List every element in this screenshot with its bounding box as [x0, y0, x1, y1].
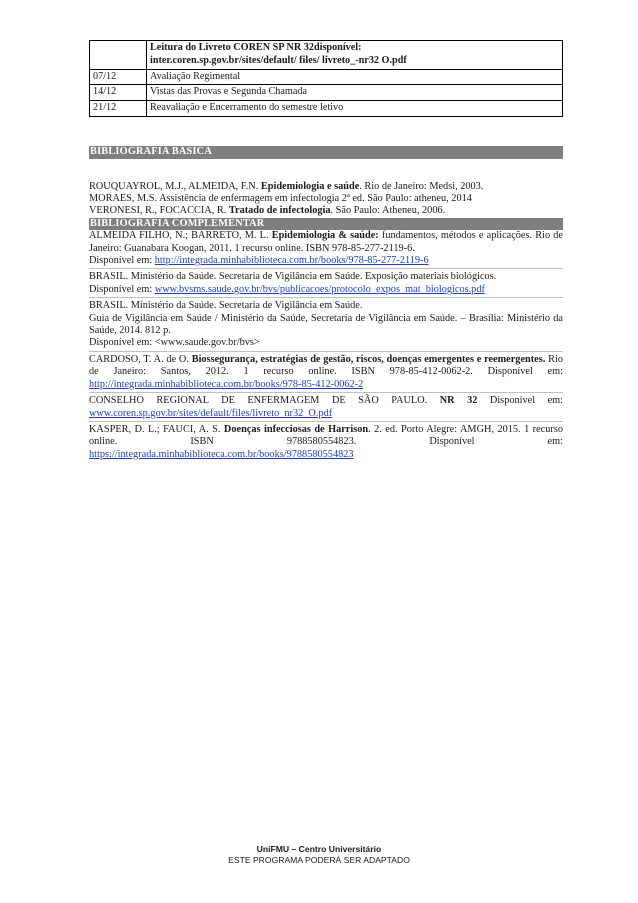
- complementary-reference: BRASIL. Ministério da Saúde. Secretaria de Vigilância em Saúde. Guia de Vigilância em Saúde / Ministério da Saúde, Secretaria de Vigilância em Saúde. – Brasília: Ministério da Saúde, 2014. 812 p. Disponível em: <www.saude.gov.br/bvs>: [89, 300, 563, 349]
- schedule-date: [90, 41, 147, 70]
- complementary-reference: BRASIL. Ministério da Saúde. Secretaria de Vigilância em Saúde. Exposição materiais biológicos. Disponível em: www.bvsms.saude.gov.br/bvs/publicacoes/protocolo_expos_mat_biologicos.pdf: [89, 271, 497, 295]
- schedule-activity-line: inter.coren.sp.gov.br/sites/default/ files/ livreto_-nr32 O.pdf: [150, 54, 407, 66]
- table-row: [90, 69, 563, 85]
- complementary-bibliography-heading: BIBLIOGRAFIA COMPLEMENTAR: [89, 218, 563, 231]
- complementary-reference-link-line: [89, 449, 563, 461]
- complementary-reference: CONSELHO REGIONAL DE ENFERMAGEM DE SÃO PAULO. NR 32 Disponível em:: [89, 395, 564, 407]
- complementary-reference: KASPER, D. L.; FAUCI, A. S. Doenças infecciosas de Harrison. 2. ed. Porto Alegre: AMGH, 2015. 1 recurso online. ISBN 9788580554823. Disponível em:: [89, 423, 563, 448]
- schedule-date: 14/12: [90, 85, 147, 101]
- basic-reference: ROUQUAYROL, M.J., ALMEIDA, F.N. Epidemiologia e saúde. Rio de Janeiro: Medsi, 2003.: [89, 180, 484, 192]
- schedule-activity: Vistas das Provas e Segunda Chamada: [147, 85, 563, 101]
- schedule-activity-line: Leitura do Livreto COREN SP NR 32disponível:: [150, 42, 362, 53]
- table-row: [90, 41, 563, 70]
- schedule-activity: Avaliação Regimental: [147, 69, 563, 85]
- basic-reference: VERONESI, R., FOCACCIA, R. Tratado de infectologia. São Paulo: Atheneu, 2006.: [89, 205, 446, 217]
- schedule-date: 21/12: [90, 101, 147, 117]
- complementary-reference: CARDOSO, T. A. de O. Biossegurança, estratégias de gestão, riscos, doenças emergentes e reemergentes. Rio de Janeiro: Santos, 2012. 1 recurso online. ISBN 978-85-412-0062-2. Disponível em: http://integrada.minhabiblioteca.com.br/books/978-85-412-0062-2: [89, 353, 563, 390]
- schedule-activity: [147, 41, 563, 70]
- footer-institution: UniFMU – Centro Universitário: [256, 844, 382, 854]
- bibliography: [89, 146, 563, 461]
- table-row: [90, 101, 563, 117]
- footer-note: ESTE PROGRAMA PODERÁ SER ADAPTADO: [228, 855, 410, 865]
- reference-link[interactable]: http://integrada.minhabiblioteca.com.br/books/978-85-277-2119-6: [154, 255, 429, 267]
- reference-link[interactable]: http://integrada.minhabiblioteca.com.br/books/978-85-412-0062-2: [89, 378, 364, 390]
- complementary-reference: ALMEIDA FILHO, N.; BARRETO, M. L. Epidemiologia & saúde: fundamentos, métodos e aplicações. Rio de Janeiro: Guanabara Koogan, 2011. 1 recurso online. ISBN 978-85-277-2119-6. Disponível em: http://integrada.minhabiblioteca.com.br/books/978-85-277-2119-6: [89, 230, 564, 267]
- schedule-activity: Reavaliação e Encerramento do semestre letivo: [147, 101, 563, 117]
- reference-link[interactable]: https://integrada.minhabiblioteca.com.br/books/9788580554823: [89, 448, 354, 460]
- complementary-reference-link-line: [89, 408, 563, 420]
- page-footer: [0, 844, 638, 866]
- schedule-date: 07/12: [90, 69, 147, 85]
- reference-link[interactable]: www.coren.sp.gov.br/sites/default/files/livreto_nr32_O.pdf: [89, 407, 333, 419]
- schedule-table: [89, 40, 563, 117]
- basic-bibliography-heading: BIBLIOGRAFIA BÁSICA: [89, 146, 563, 159]
- reference-link[interactable]: www.bvsms.saude.gov.br/bvs/publicacoes/protocolo_expos_mat_biologicos.pdf: [154, 283, 485, 295]
- table-row: [90, 85, 563, 101]
- basic-reference: MORAES, M.S. Assistência de enfermagem em infectologia 2ª ed. São Paulo: atheneu, 2014: [89, 192, 472, 204]
